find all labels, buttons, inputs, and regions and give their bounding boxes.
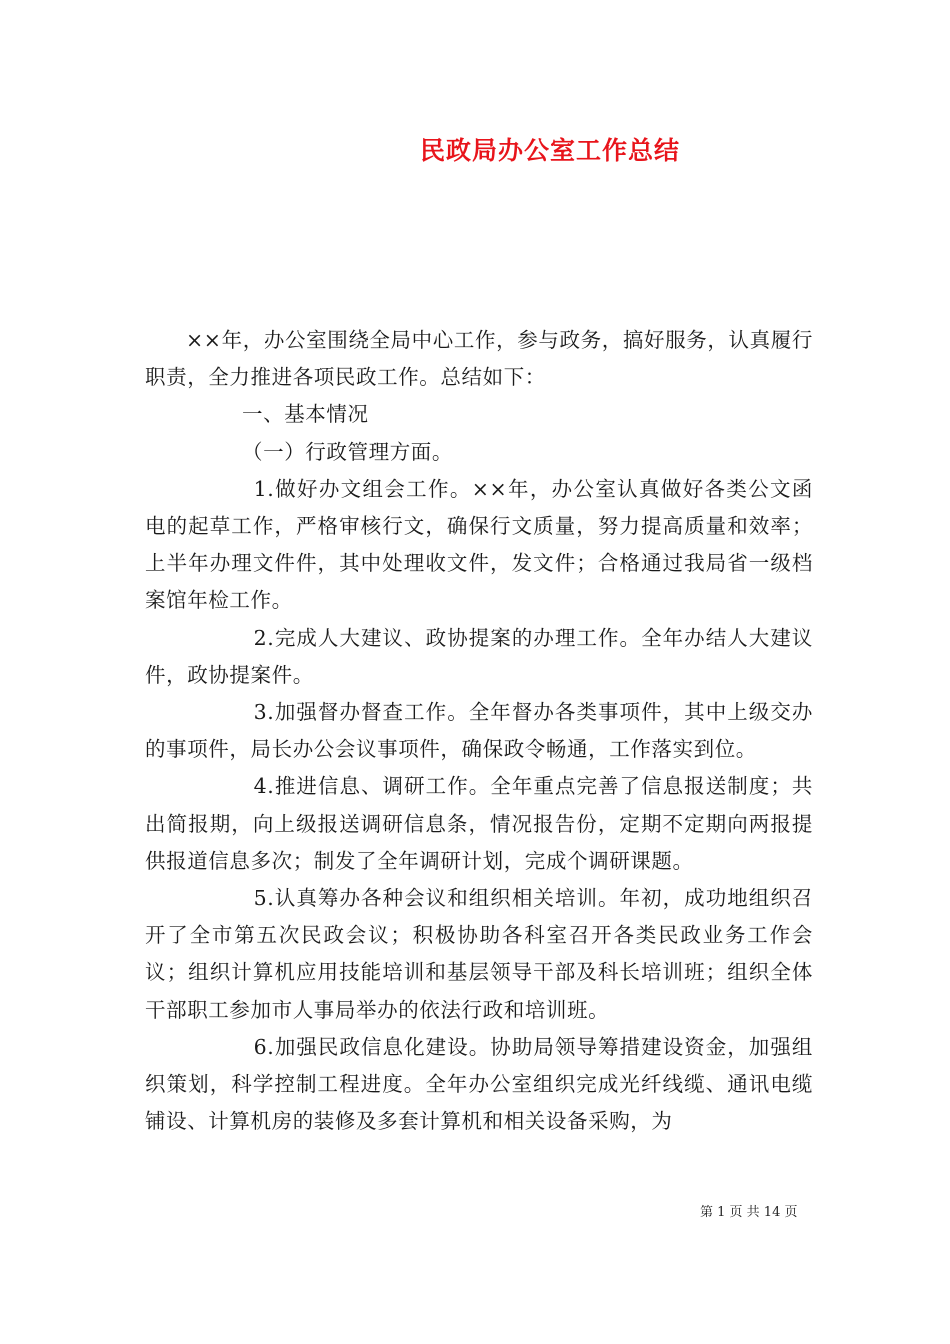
paragraph-item-3: 3.加强督办督查工作。全年督办各类事项件，其中上级交办的事项件，局长办公会议事项件，确保政令畅通，工作落实到位。: [145, 700, 813, 762]
page-number-footer: 第 1 页 共 14 页: [700, 1205, 798, 1220]
paragraph-item-2: 2.完成人大建议、政协提案的办理工作。全年办结人大建议件，政协提案件。: [145, 625, 813, 687]
subsection-heading-admin: （一）行政管理方面。: [242, 439, 453, 464]
document-body: [145, 322, 813, 1140]
paragraph-item-4: 4.推进信息、调研工作。全年重点完善了信息报送制度；共出简报期，向上级报送调研信息条，情况报告份，定期不定期向两报提供报道信息多次；制发了全年调研计划，完成个调研课题。: [145, 774, 813, 873]
paragraph-item-5: 5.认真筹办各种会议和组织相关培训。年初，成功地组织召开了全市第五次民政会议；积极协助各科室召开各类民政业务工作会议；组织计算机应用技能培训和基层领导干部及科长培训班；组织全体干部职工参加市人事局举办的依法行政和培训班。: [145, 886, 813, 1022]
document-title: 民政局办公室工作总结: [419, 136, 680, 165]
paragraph-item-1: 1.做好办文组会工作。××年，办公室认真做好各类公文函电的起草工作，严格审核行文，确保行文质量，努力提高质量和效率；上半年办理文件件，其中处理收文件，发文件；合格通过我局省一级档案馆年检工作。: [145, 476, 813, 613]
intro-paragraph: ××年，办公室围绕全局中心工作，参与政务，搞好服务，认真履行职责，全力推进各项民政工作。总结如下：: [145, 328, 813, 390]
section-heading-basic: 一、基本情况: [242, 402, 369, 427]
paragraph-item-6: 6.加强民政信息化建设。协助局领导筹措建设资金，加强组织策划，科学控制工程进度。全年办公室组织完成光纤线缆、通讯电缆铺设、计算机房的装修及多套计算机和相关设备采购，为: [145, 1034, 813, 1134]
